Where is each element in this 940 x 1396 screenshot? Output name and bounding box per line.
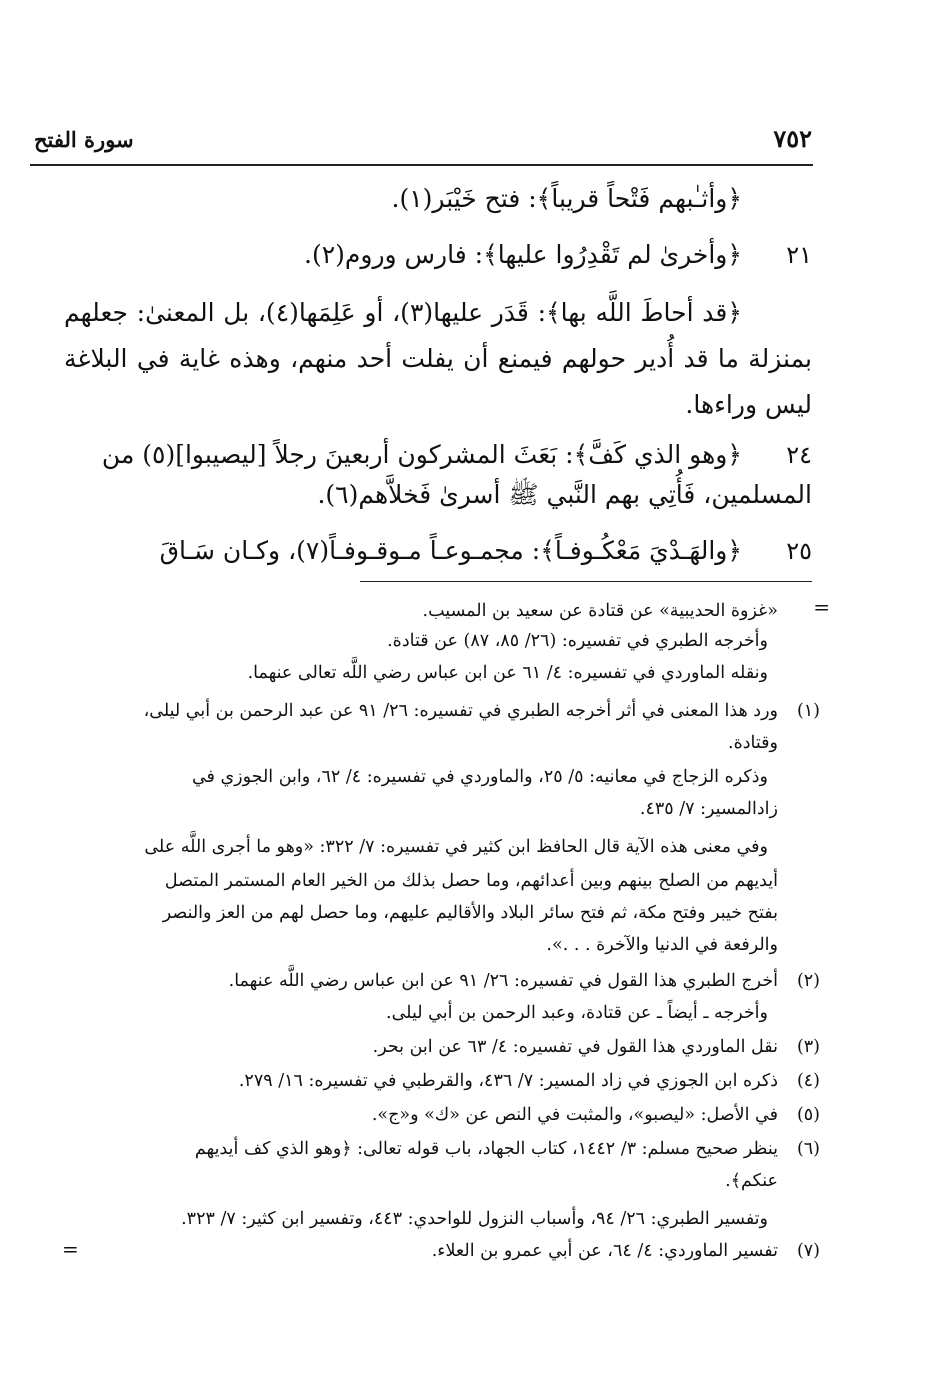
footnote-line: عنكم﴾. xyxy=(725,1171,778,1191)
footnote-line: (٣) نقل الماوردي هذا القول في تفسيره: ٤/ ٦٣ عن ابن بحر. xyxy=(40,1032,820,1062)
main-text: ﴿وهو الذي كَفَّ﴾: بَعَثَ المشركون أربعينَ رجلاً [ليصيبوا](٥) من xyxy=(101,440,742,469)
footnote-line: (٧) تفسير الماوردي: ٤/ ٦٤، عن أبي عمرو بن العلاء. xyxy=(40,1236,820,1266)
footnote-line: وأخرجه ـ أيضاً ـ عن قتادة، وعبد الرحمن بن أبي ليلى. xyxy=(386,1003,768,1023)
footnote-line: وأخرجه الطبري في تفسيره: (٢٦/ ٨٥، ٨٧) عن قتادة. xyxy=(387,631,768,651)
footnote-line: (٥) في الأصل: «ليصبو»، والمثبت في النص عن «ك» و«ج». xyxy=(40,1100,820,1130)
footnote-line: (٤) ذكره ابن الجوزي في زاد المسير: ٧/ ٤٣٦، والقرطبي في تفسيره: ١٦/ ٢٧٩. xyxy=(40,1066,820,1096)
continuation-mark: = xyxy=(62,1237,79,1261)
footnote-number: (٦) xyxy=(796,1139,820,1159)
main-line xyxy=(40,528,812,574)
footnote-line: «غزوة الحديبية» عن قتادة عن سعيد بن المسيب. xyxy=(422,601,778,621)
footnote-divider xyxy=(360,581,812,582)
verse-number: ٢٥ xyxy=(786,537,812,565)
footnote-line: زادالمسير: ٧/ ٤٣٥. xyxy=(639,799,778,819)
main-line xyxy=(40,176,742,222)
main-text: ﴿وأثـٰبهم فَتْحاً قريباً﴾: فتح خَيْبَر(١). xyxy=(391,184,742,213)
footnote-number: (٢) xyxy=(796,971,820,991)
footnote-line: (١) ورد هذا المعنى في أثر أخرجه الطبري في تفسيره: ٢٦/ ٩١ عن عبد الرحمن بن أبي ليلى، xyxy=(40,696,820,726)
footnote-number: (٧) xyxy=(796,1241,820,1261)
header-divider xyxy=(30,164,813,166)
main-text: ﴿والهَـدْيَ مَعْكُـوفـاً﴾: مجمـوعـاً مـوقـوفـاً(٧)، وكـان سَـاقَ xyxy=(159,536,742,565)
footnote-line: وتفسير الطبري: ٢٦/ ٩٤، وأسباب النزول للواحدي: ٤٤٣، وتفسير ابن كثير: ٧/ ٣٢٣. xyxy=(181,1209,768,1229)
footnote-line: والرفعة في الدنيا والآخرة . . .». xyxy=(546,935,778,955)
main-paragraph: ﴿قد أحاطَ اللَّه بها﴾: قَدَر عليها(٣)، أو عَلِمَها(٤)، بل المعنىٰ: جعلهم بمنزلة ما قد أُدير حولهم فيمنع أن يفلت أحد منهم، وهذه غاية في البلاغة ليس وراءها. xyxy=(64,298,812,419)
footnote-line: وفي معنى هذه الآية قال الحافظ ابن كثير في تفسيره: ٧/ ٣٢٢: «وهو ما أجرى اللَّه على xyxy=(144,837,768,857)
page-number: ٧٥٢ xyxy=(773,124,812,153)
main-line xyxy=(40,472,812,518)
footnote-line: أيديهم من الصلح بينهم وبين أعدائهم، وما حصل بذلك من الخير العام المستمر المتصل xyxy=(164,871,778,891)
surah-title: سورة الفتح xyxy=(34,127,134,152)
verse-number: ٢١ xyxy=(786,241,812,269)
main-line xyxy=(40,232,812,278)
footnote-number: (٤) xyxy=(796,1071,820,1091)
footnote-line: وذكره الزجاج في معانيه: ٥/ ٢٥، والماوردي في تفسيره: ٤/ ٦٢، وابن الجوزي في xyxy=(191,767,768,787)
footnote-number: (٣) xyxy=(796,1037,820,1057)
footnote-line: (٢) أخرج الطبري هذا القول في تفسيره: ٢٦/ ٩١ عن ابن عباس رضي اللَّه عنهما. xyxy=(40,966,820,996)
main-text: ﴿وأخرىٰ لم تَقْدِرُوا عليها﴾: فارس وروم(٢). xyxy=(304,240,742,269)
footnote-line: (٦) ينظر صحيح مسلم: ٣/ ١٤٤٢، كتاب الجهاد، باب قوله تعالى: ﴿وهو الذي كف أيديهم xyxy=(40,1134,820,1164)
footnote-line: ونقله الماوردي في تفسيره: ٤/ ٦١ عن ابن عباس رضي اللَّه تعالى عنهما. xyxy=(247,663,768,683)
continuation-mark: = xyxy=(813,595,830,619)
footnote-number: (٥) xyxy=(796,1105,820,1125)
main-text: المسلمين، فَأُتِي بهم النَّبي ﷺ أسرىٰ فَخلاَّهم(٦). xyxy=(317,480,812,509)
footnote-line: بفتح خيبر وفتح مكة، ثم فتح سائر البلاد والأقاليم عليهم، وما حصل لهم من العز والنصر xyxy=(162,903,778,923)
footnote-number: (١) xyxy=(796,701,820,721)
verse-number: ٢٤ xyxy=(786,441,812,469)
footnote-line: وقتادة. xyxy=(728,733,778,753)
